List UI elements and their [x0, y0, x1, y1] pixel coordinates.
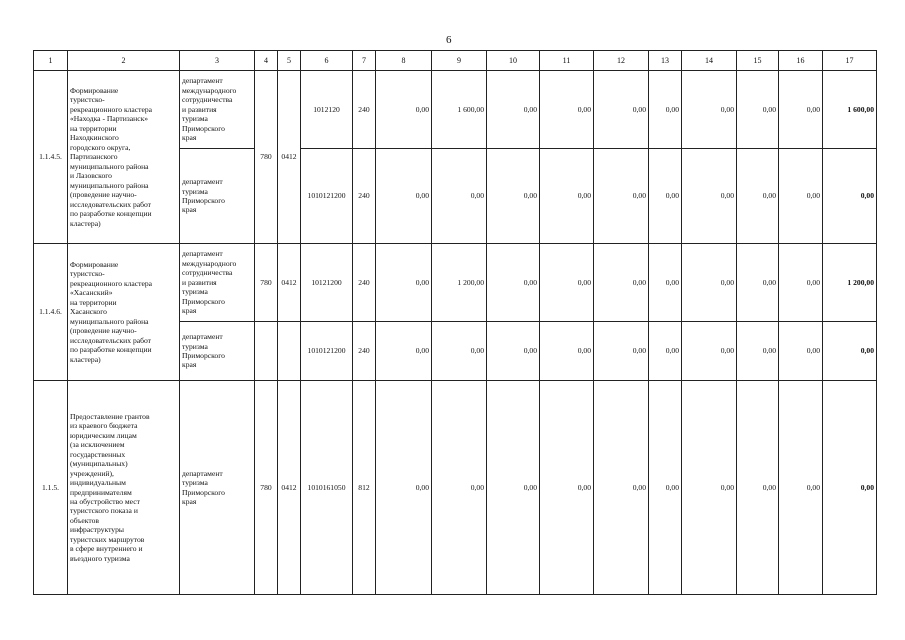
value-cell: 0,00 — [376, 322, 432, 381]
total-cell: 0,00 — [823, 322, 877, 381]
column-header-3: 3 — [180, 51, 255, 71]
total-cell: 0,00 — [823, 381, 877, 595]
value-cell: 0,00 — [376, 244, 432, 322]
page-number: 6 — [446, 34, 452, 46]
value-cell: 0,00 — [649, 71, 682, 149]
row-code: 1.1.4.6. — [34, 244, 68, 381]
value-cell: 0,00 — [737, 244, 779, 322]
value-cell: 0,00 — [540, 381, 594, 595]
total-cell: 1 600,00 — [823, 71, 877, 149]
value-cell: 0,00 — [779, 381, 823, 595]
column-header-13: 13 — [649, 51, 682, 71]
row-c7: 240 — [353, 71, 376, 149]
value-cell: 0,00 — [682, 149, 737, 244]
row-c4: 780 — [255, 381, 278, 595]
row-c6: 10121200 — [301, 244, 353, 322]
value-cell: 0,00 — [376, 149, 432, 244]
row-c7: 240 — [353, 149, 376, 244]
table-row — [34, 71, 877, 149]
value-cell: 0,00 — [487, 71, 540, 149]
row-c6: 1010121200 — [301, 322, 353, 381]
row-department: департамент туризма Приморского края — [180, 381, 255, 595]
row-department: департамент туризма Приморского края — [180, 149, 255, 244]
row-c5: 0412 — [278, 381, 301, 595]
row-c6: 1010121200 — [301, 149, 353, 244]
value-cell: 0,00 — [649, 322, 682, 381]
value-cell: 0,00 — [594, 149, 649, 244]
column-header-9: 9 — [432, 51, 487, 71]
table-row — [34, 244, 877, 322]
column-header-2: 2 — [68, 51, 180, 71]
value-cell: 0,00 — [737, 381, 779, 595]
value-cell: 0,00 — [432, 322, 487, 381]
value-cell: 0,00 — [594, 71, 649, 149]
row-department: департамент международного сотрудничества и развития туризма Приморского края — [180, 71, 255, 149]
value-cell: 0,00 — [487, 381, 540, 595]
row-c4 — [255, 322, 278, 381]
budget-table — [33, 50, 877, 595]
row-code: 1.1.4.5. — [34, 71, 68, 244]
row-c6: 1010161050 — [301, 381, 353, 595]
value-cell: 0,00 — [779, 322, 823, 381]
value-cell: 0,00 — [737, 322, 779, 381]
value-cell: 0,00 — [594, 244, 649, 322]
value-cell: 1 600,00 — [432, 71, 487, 149]
value-cell: 0,00 — [376, 381, 432, 595]
column-header-17: 17 — [823, 51, 877, 71]
value-cell: 1 200,00 — [432, 244, 487, 322]
row-code: 1.1.5. — [34, 381, 68, 595]
row-department: департамент туризма Приморского края — [180, 322, 255, 381]
value-cell: 0,00 — [779, 149, 823, 244]
value-cell: 0,00 — [737, 71, 779, 149]
value-cell: 0,00 — [487, 149, 540, 244]
value-cell: 0,00 — [594, 322, 649, 381]
row-c7: 240 — [353, 322, 376, 381]
row-c7: 240 — [353, 244, 376, 322]
value-cell: 0,00 — [682, 322, 737, 381]
row-name: Формирование туристско- рекреационного кластера «Находка - Партизанск» на территории Находкинского городского округа, Партизанского муниципального района и Лазовского муниципального района (проведение научно- исследовательских работ по разработке концепции кластера) — [68, 71, 180, 244]
value-cell: 0,00 — [737, 149, 779, 244]
value-cell: 0,00 — [540, 71, 594, 149]
value-cell: 0,00 — [649, 244, 682, 322]
column-header-11: 11 — [540, 51, 594, 71]
column-header-6: 6 — [301, 51, 353, 71]
column-header-7: 7 — [353, 51, 376, 71]
column-header-12: 12 — [594, 51, 649, 71]
value-cell: 0,00 — [779, 244, 823, 322]
value-cell: 0,00 — [682, 381, 737, 595]
value-cell: 0,00 — [487, 322, 540, 381]
table-row — [34, 381, 877, 595]
column-header-10: 10 — [487, 51, 540, 71]
row-c5: 0412 — [278, 71, 301, 244]
column-header-8: 8 — [376, 51, 432, 71]
value-cell: 0,00 — [540, 244, 594, 322]
value-cell: 0,00 — [487, 244, 540, 322]
value-cell: 0,00 — [649, 149, 682, 244]
column-header-14: 14 — [682, 51, 737, 71]
column-header-15: 15 — [737, 51, 779, 71]
row-c4: 780 — [255, 71, 278, 244]
value-cell: 0,00 — [779, 71, 823, 149]
total-cell: 1 200,00 — [823, 244, 877, 322]
value-cell: 0,00 — [432, 381, 487, 595]
value-cell: 0,00 — [432, 149, 487, 244]
column-header-5: 5 — [278, 51, 301, 71]
value-cell: 0,00 — [649, 381, 682, 595]
row-department: департамент международного сотрудничества и развития туризма Приморского края — [180, 244, 255, 322]
row-c7: 812 — [353, 381, 376, 595]
row-c6: 1012120 — [301, 71, 353, 149]
value-cell: 0,00 — [594, 381, 649, 595]
row-name: Предоставление грантов из краевого бюджета юридическим лицам (за исключением государственных (муниципальных) учреждений), индивидуальным предпринимателям на обустройство мест туристского показа и объектов инфраструктуры туристских маршрутов в сфере внутреннего и въездного туризма — [68, 381, 180, 595]
column-header-16: 16 — [779, 51, 823, 71]
value-cell: 0,00 — [682, 244, 737, 322]
column-header-4: 4 — [255, 51, 278, 71]
value-cell: 0,00 — [376, 71, 432, 149]
row-c5 — [278, 322, 301, 381]
row-c4: 780 — [255, 244, 278, 322]
value-cell: 0,00 — [540, 322, 594, 381]
value-cell: 0,00 — [540, 149, 594, 244]
total-cell: 0,00 — [823, 149, 877, 244]
row-name: Формирование туристско- рекреационного кластера «Хасанский» на территории Хасанского муниципального района (проведение научно- исследовательских работ по разработке концепции кластера) — [68, 244, 180, 381]
value-cell: 0,00 — [682, 71, 737, 149]
header-row — [34, 51, 877, 71]
column-header-1: 1 — [34, 51, 68, 71]
row-c5: 0412 — [278, 244, 301, 322]
